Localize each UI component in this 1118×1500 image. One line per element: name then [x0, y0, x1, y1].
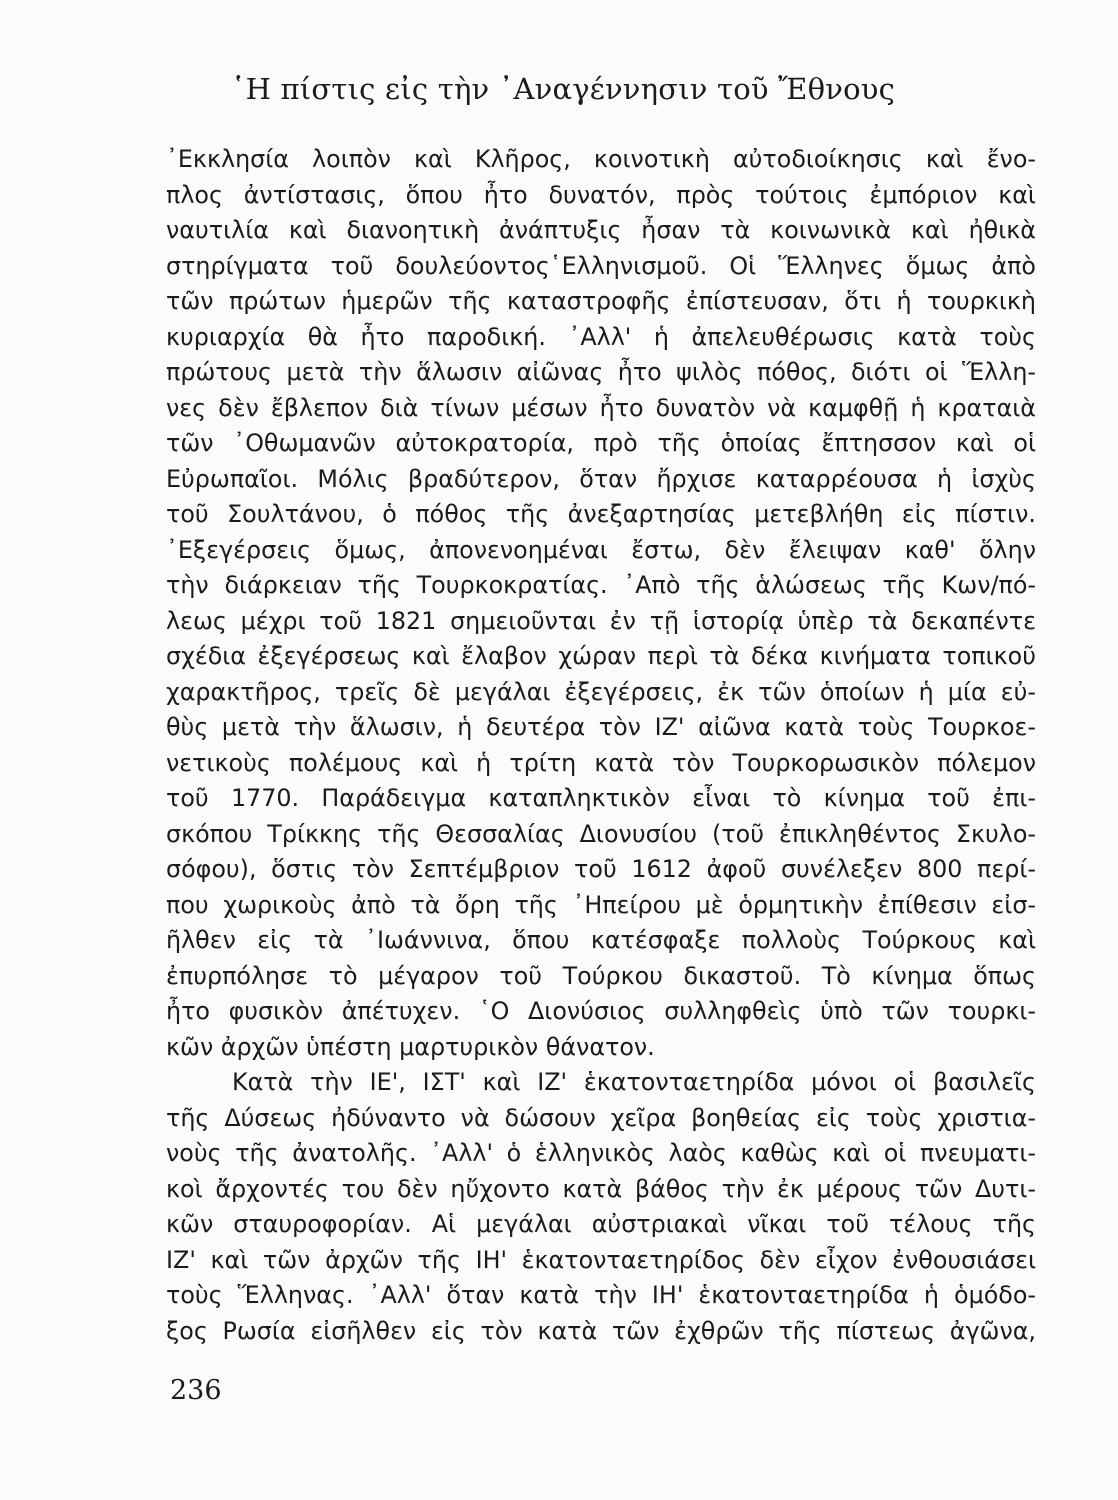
text-line: ναυτιλία καὶ διανοητικὴ ἀνάπτυξις ἦσαν τὰ κοινωνικὰ καὶ ἠθικὰ [166, 216, 1036, 244]
text-line: τῆς Δύσεως ἠδύναντο νὰ δώσουν χεῖρα βοηθείας εἰς τοὺς χριστια- [166, 1103, 1036, 1132]
text-line: τοῦ Σουλτάνου, ὁ πόθος τῆς ἀνεξαρτησίας μετεβλήθη εἰς πίστιν. [166, 500, 1036, 528]
page-number: 236 [170, 1375, 222, 1406]
text-line: κῶν σταυροφορίαν. Αἱ μεγάλαι αὐστριακαὶ νῖκαι τοῦ τέλους τῆς [166, 1210, 1036, 1238]
text-line: ξος Ρωσία εἰσῆλθεν εἰς τὸν κατὰ τῶν ἐχθρῶν τῆς πίστεως ἀγῶνα, [166, 1316, 1036, 1345]
text-line: ᾿Εκκλησία λοιπὸν καὶ Κλῆρος, κοινοτικὴ αὐτοδιοίκησις καὶ ἔνο- [166, 145, 1036, 173]
text-line: σκόπου Τρίκκης τῆς Θεσσαλίας Διονυσίου (τοῦ ἐπικληθέντος Σκυλο- [166, 819, 1036, 848]
text-line: στηρίγματα τοῦ δουλεύοντος῾Ελληνισμοῦ. Οἱ Ἕλληνες ὅμως ἀπὸ [166, 251, 1036, 280]
text-line: ᾿Εξεγέρσεις ὅμως, ἀπονενοημέναι ἔστω, δὲν ἔλειψαν καθ' ὅλην [166, 535, 1036, 564]
body-text [166, 142, 1036, 1349]
text-line: τῶν ᾿Οθωμανῶν αὐτοκρατορία, πρὸ τῆς ὁποίας ἔπτησσον καὶ οἱ [166, 429, 1036, 457]
text-line: που χωρικοὺς ἀπὸ τὰ ὄρη τῆς ᾿Ηπείρου μὲ ὁρμητικὴν ἐπίθεσιν εἰσ- [166, 890, 1036, 919]
text-line: Κατὰ τὴν ΙΕ', ΙΣΤ' καὶ ΙΖ' ἑκατονταετηρίδα μόνοι οἱ βασιλεῖς [232, 1068, 1036, 1096]
text-line: κῶν ἀρχῶν ὑπέστη μαρτυρικὸν θάνατον. [166, 1032, 655, 1061]
text-line: σόφου), ὅστις τὸν Σεπτέμβριον τοῦ 1612 ἀφοῦ συνέλεξεν 800 περί- [166, 855, 1036, 883]
text-line: ἦτο φυσικὸν ἀπέτυχεν. ῾Ο Διονύσιος συλληφθεὶς ὑπὸ τῶν τουρκι- [166, 997, 1036, 1025]
text-line: σχέδια ἐξεγέρσεως καὶ ἔλαβον χώραν περὶ τὰ δέκα κινήματα τοπικοῦ [166, 642, 1036, 670]
text-line: Εὐρωπαῖοι. Μόλις βραδύτερον, ὅταν ἤρχισε καταρρέουσα ἡ ἰσχὺς [166, 464, 1036, 493]
text-line: νες δὲν ἔβλεπον διὰ τίνων μέσων ἦτο δυνατὸν νὰ καμφθῇ ἡ κραταιὰ [166, 393, 1036, 422]
text-line: χαρακτῆρος, τρεῖς δὲ μεγάλαι ἐξεγέρσεις, ἐκ τῶν ὁποίων ἡ μία εὐ- [166, 677, 1036, 706]
text-line: πρώτους μετὰ τὴν ἅλωσιν αἰῶνας ἦτο ψιλὸς πόθος, διότι οἱ Ἕλλη- [166, 358, 1036, 386]
text-line: λεως μέχρι τοῦ 1821 σημειοῦνται ἐν τῇ ἱστορίᾳ ὑπὲρ τὰ δεκαπέντε [166, 606, 1036, 635]
text-line: τὴν διάρκειαν τῆς Τουρκοκρατίας. ᾿Απὸ τῆς ἁλώσεως τῆς Κων/πό- [166, 571, 1036, 599]
text-line: νοὺς τῆς ἀνατολῆς. ᾿Αλλ' ὁ ἑλληνικὸς λαὸς καθὼς καὶ οἱ πνευματι- [166, 1139, 1036, 1167]
text-line: νετικοὺς πολέμους καὶ ἡ τρίτη κατὰ τὸν Τουρκορωσικὸν πόλεμον [166, 748, 1036, 777]
text-line: ἐπυρπόλησε τὸ μέγαρον τοῦ Τούρκου δικαστοῦ. Τὸ κίνημα ὅπως [166, 961, 1036, 990]
text-line: τοὺς Ἕλληνας. ᾿Αλλ' ὅταν κατὰ τὴν ΙΗ' ἑκατονταετηρίδα ἡ ὁμόδο- [166, 1281, 1036, 1309]
text-line: κυριαρχία θὰ ἦτο παροδική. ᾿Αλλ' ἡ ἀπελευθέρωσις κατὰ τοὺς [166, 322, 1036, 351]
text-line: ῆλθεν εἰς τὰ ᾿Ιωάννινα, ὅπου κατέσφαξε πολλοὺς Τούρκους καὶ [166, 926, 1036, 954]
page-title: ῾Η πίστις εἰς τὴν ᾿Αναγέννησιν τοῦ Ἔθνους [230, 72, 896, 106]
text-line: ΙΖ' καὶ τῶν ἀρχῶν τῆς ΙΗ' ἑκατονταετηρίδος δὲν εἶχον ἐνθουσιάσει [166, 1245, 1036, 1274]
text-line: τοῦ 1770. Παράδειγμα καταπληκτικὸν εἶναι τὸ κίνημα τοῦ ἐπι- [166, 784, 1036, 812]
text-line: πλος ἀντίστασις, ὅπου ἦτο δυνατόν, πρὸς τούτοις ἐμπόριον καὶ [166, 180, 1036, 209]
text-line: τῶν πρώτων ἡμερῶν τῆς καταστροφῆς ἐπίστευσαν, ὅτι ἡ τουρκικὴ [166, 287, 1036, 315]
text-line: θὺς μετὰ τὴν ἅλωσιν, ἡ δευτέρα τὸν ΙΖ' αἰῶνα κατὰ τοὺς Τουρκοε- [166, 713, 1036, 741]
text-line: κοὶ ἄρχοντές του δὲν ηὔχοντο κατὰ βάθος τὴν ἐκ μέρους τῶν Δυτι- [166, 1174, 1036, 1203]
